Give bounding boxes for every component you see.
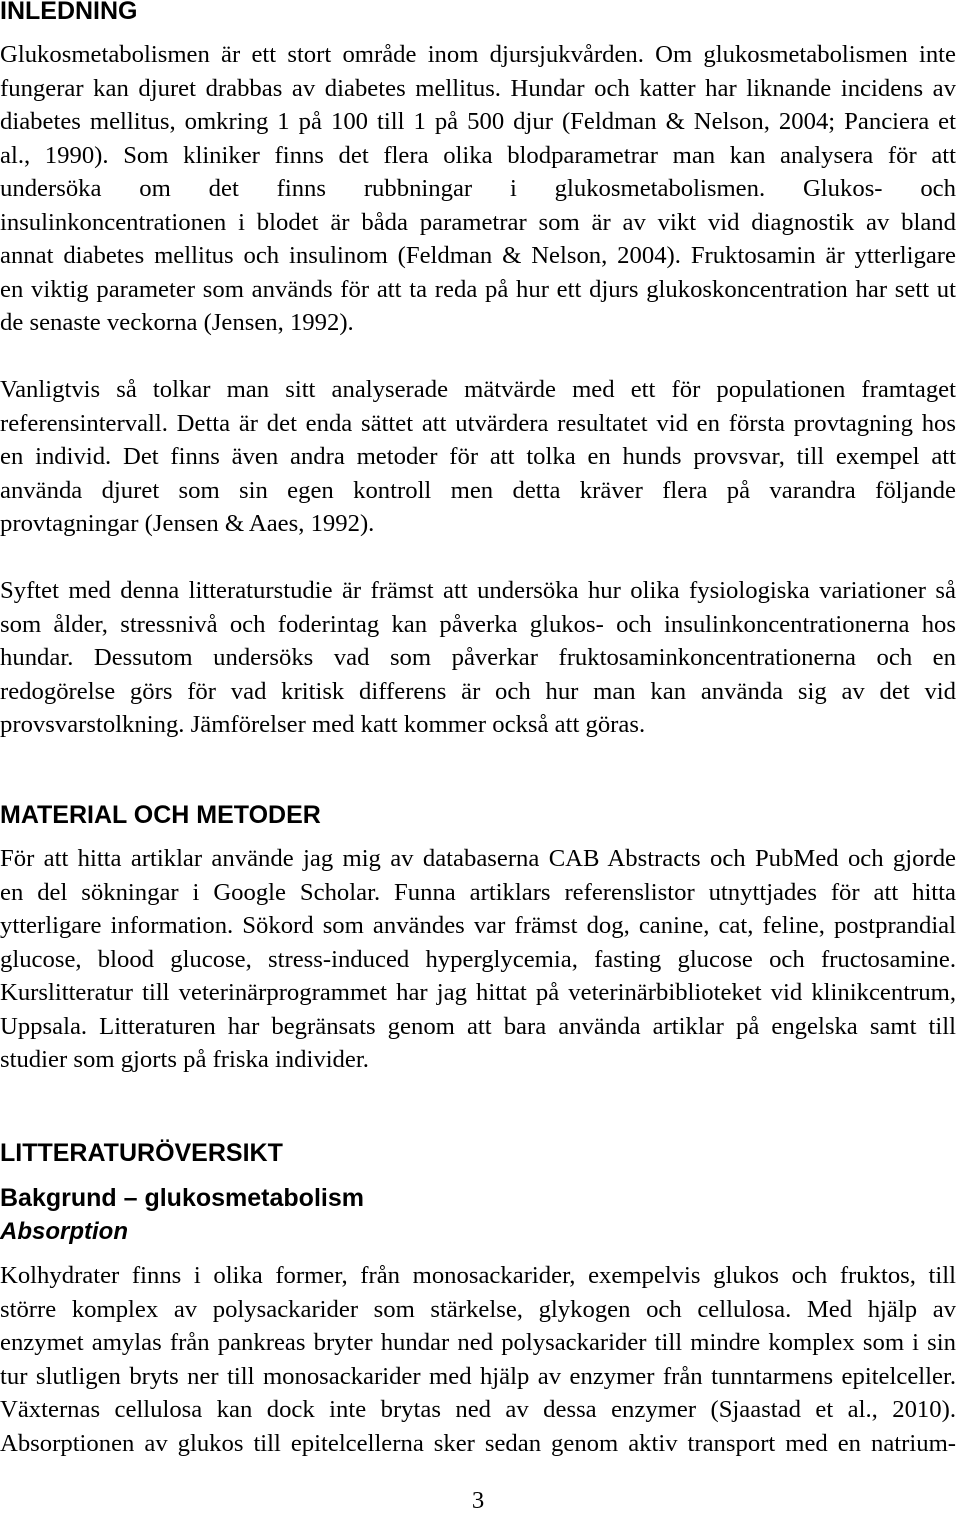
text-line: Kolhydrater finns i olika former, från monosackarider, exempelvis glukos och fruktos, till — [0, 1262, 956, 1289]
text-line: som ålder, stressnivå och foderintag kan påverka glukos- och insulinkoncentrationerna hos — [0, 610, 956, 638]
text-line: en individ. Det finns även andra metoder för att tolka en hunds provsvar, till exempel att — [0, 443, 956, 470]
text-line: Växternas cellulosa kan dock inte brytas ned av dessa enzymer (Sjaastad et al., 2010). — [0, 1396, 956, 1423]
text-line: Absorptionen av glukos till epitelcellerna sker sedan genom aktiv transport med en natrium- — [0, 1429, 956, 1457]
section-heading-inledning: INLEDNING — [0, 0, 138, 25]
text-line: Kurslitteratur till veterinärprogrammet har jag hittat på veterinärbiblioteket vid klinikcentrum, — [0, 979, 956, 1006]
text-line: hundar. Dessutom undersöks vad som påverkar fruktosaminkoncentrationerna och en — [0, 644, 956, 671]
text-line: redogörelse görs för vad kritisk differens är och hur man kan använda sig av det vid — [0, 677, 956, 705]
text-line: en del sökningar i Google Scholar. Funna artiklars referenslistor utnyttjades för att hitta — [0, 878, 956, 906]
paragraph — [0, 842, 956, 1077]
text-line: För att hitta artiklar använde jag mig av databaserna CAB Abstracts och PubMed och gjorde — [0, 845, 956, 872]
text-line: de senaste veckorna (Jensen, 1992). — [0, 309, 354, 336]
subheading: Bakgrund – glukosmetabolism — [0, 1184, 364, 1212]
text-line: Vanligtvis så tolkar man sitt analyserade mätvärde med ett för populationen framtaget — [0, 376, 956, 403]
text-line: annat diabetes mellitus och insulinom (Feldman & Nelson, 2004). Fruktosamin är ytterligare — [0, 242, 956, 269]
section-heading-litteraturoversikt: LITTERATURÖVERSIKT — [0, 1139, 283, 1167]
text-line: tur slutligen bryts ner till monosackarider med hjälp av enzymer från tunntarmens epitelceller. — [0, 1362, 956, 1390]
text-line: referensintervall. Detta är det enda sättet att utvärdera resultatet vid en första provtagning hos — [0, 409, 956, 437]
text-line: studier som gjorts på friska individer. — [0, 1046, 369, 1073]
text-line: enzymet amylas från pankreas bryter hundar ned polysackarider till mindre komplex som i sin — [0, 1329, 956, 1356]
paragraph — [0, 38, 956, 340]
text-line: fungerar kan djuret drabbas av diabetes mellitus. Hundar och katter har liknande incidens av — [0, 74, 956, 102]
subsubheading: Absorption — [0, 1218, 128, 1245]
text-line: provtagningar (Jensen & Aaes, 1992). — [0, 510, 375, 537]
text-line: provsvarstolkning. Jämförelser med katt kommer också att göras. — [0, 711, 646, 738]
text-line: en viktig parameter som används för att ta reda på hur ett djurs glukoskoncentration har sett ut — [0, 275, 956, 303]
paragraph — [0, 1259, 956, 1460]
section-heading-material-och-metoder: MATERIAL OCH METODER — [0, 801, 321, 829]
text-line: Uppsala. Litteraturen har begränsats genom att bara använda artiklar på engelska samt till — [0, 1012, 956, 1040]
paragraph — [0, 574, 956, 742]
text-line: undersöka om det finns rubbningar i glukosmetabolismen. Glukos- och — [0, 175, 956, 202]
text-line: använda djuret som sin egen kontroll men detta kräver flera på varandra följande — [0, 476, 956, 504]
text-line: diabetes mellitus, omkring 1 på 100 till 1 på 500 djur (Feldman & Nelson, 2004; Panciera et — [0, 108, 956, 135]
text-line: Glukosmetabolismen är ett stort område inom djursjukvården. Om glukosmetabolismen inte — [0, 41, 956, 68]
text-line: större komplex av polysackarider som stärkelse, glykogen och cellulosa. Med hjälp av — [0, 1295, 956, 1323]
paragraph — [0, 373, 956, 541]
text-line: al., 1990). Som kliniker finns det flera olika blodparametrar man kan analysera för att — [0, 141, 956, 169]
text-line: Syftet med denna litteraturstudie är främst att undersöka hur olika fysiologiska variationer så — [0, 577, 956, 604]
page-number: 3 — [471, 1487, 485, 1514]
text-line: ytterligare information. Sökord som användes var främst dog, canine, cat, feline, postprandial — [0, 912, 956, 939]
text-line: glucose, blood glucose, stress-induced hyperglycemia, fasting glucose och fructosamine. — [0, 945, 956, 973]
text-line: insulinkoncentrationen i blodet är båda parametrar som är av vikt vid diagnostik av bland — [0, 208, 956, 236]
